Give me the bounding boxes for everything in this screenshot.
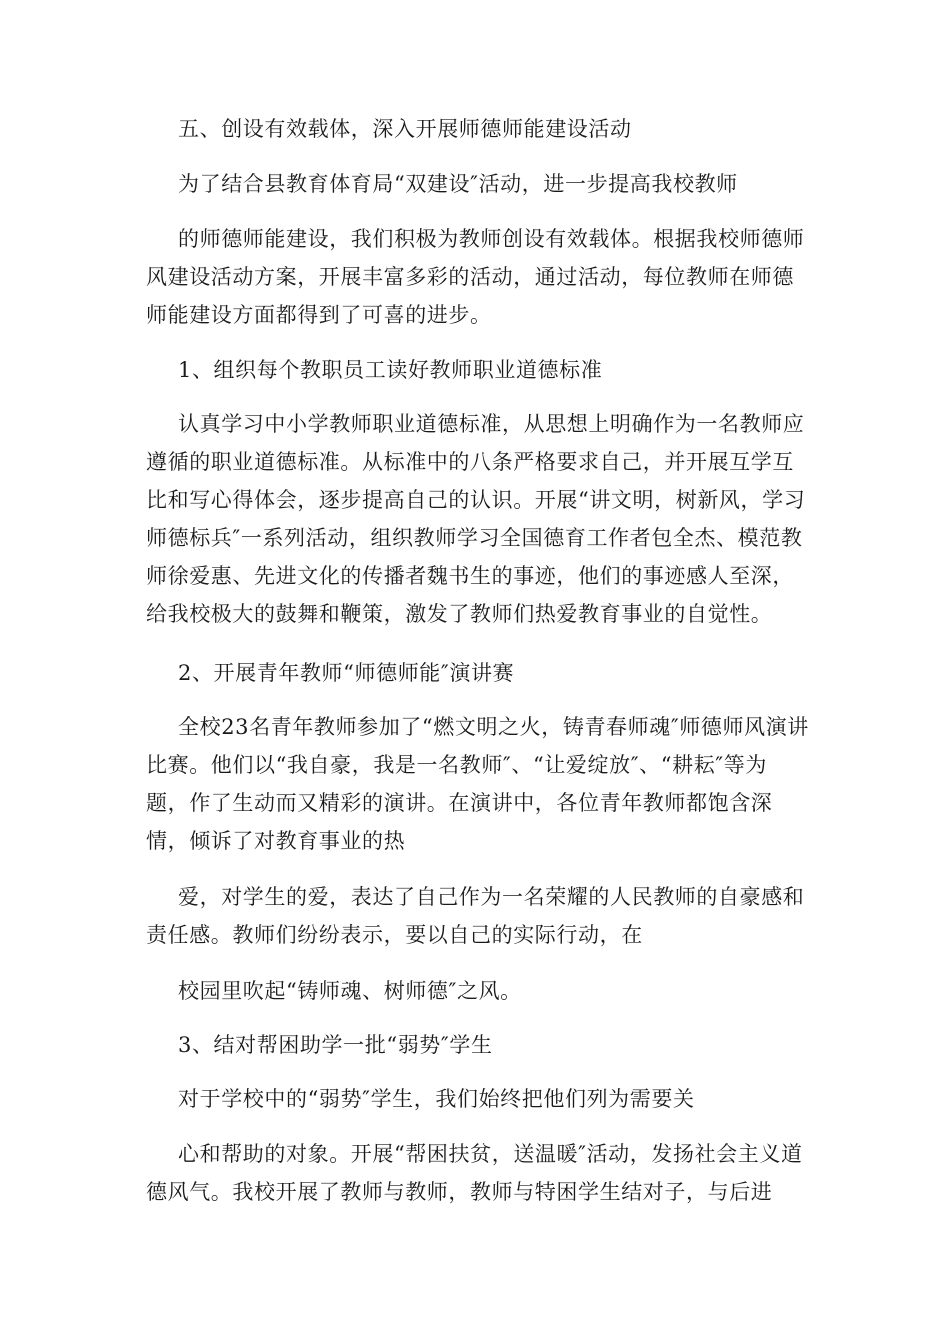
subheading-3: 3、结对帮困助学一批“弱势″学生: [178, 1033, 493, 1057]
subheading-1: 1、组织每个教职员工读好教师职业道德标准: [178, 358, 603, 382]
section-heading-5: 五、创设有效载体，深入开展师德师能建设活动: [178, 117, 632, 141]
paragraph-2-body-continued: 爱，对学生的爱，表达了自己作为一名荣耀的人民教师的自豪感和责任感。教师们纷纷表示，要以自己的实际行动，在: [146, 885, 805, 947]
subheading-2: 2、开展青年教师“师德师能″演讲赛: [178, 661, 515, 685]
paragraph-3-body: 对于学校中的“弱势″学生，我们始终把他们列为需要关: [178, 1087, 695, 1111]
paragraph-1-body: 认真学习中小学教师职业道德标准，从思想上明确作为一名教师应遵循的职业道德标准。从标准中的八条严格要求自己，并开展互学互比和写心得体会，逐步提高自己的认识。开展“讲文明，树新风，学习师德标兵″一系列活动，组织教师学习全国德育工作者包全杰、模范教师徐爱惠、先进文化的传播者魏书生的事迹，他们的事迹感人至深，给我校极大的鼓舞和鞭策，激发了教师们热爱教育事业的自觉性。: [146, 412, 806, 626]
paragraph-2-closing: 校园里吹起“铸师魂、树师德″之风。: [178, 979, 522, 1003]
paragraph-intro-continued: 的师德师能建设，我们积极为教师创设有效载体。根据我校师德师风建设活动方案，开展丰富多彩的活动，通过活动，每位教师在师德师能建设方面都得到了可喜的进步。: [146, 227, 805, 327]
paragraph-intro: 为了结合县教育体育局“双建设″活动，进一步提高我校教师: [178, 172, 738, 196]
paragraph-3-body-continued: 心和帮助的对象。开展“帮困扶贫，送温暖″活动，发扬社会主义道德风气。我校开展了教师与教师，教师与特困学生结对子，与后进: [146, 1142, 803, 1204]
paragraph-2-body: 全校23名青年教师参加了“燃文明之火，铸青春师魂″师德师风演讲比赛。他们以“我自豪，我是一名教师″、“让爱绽放″、“耕耘″等为题，作了生动而又精彩的演讲。在演讲中，各位青年教师都饱含深情，倾诉了对教育事业的热: [146, 715, 809, 853]
